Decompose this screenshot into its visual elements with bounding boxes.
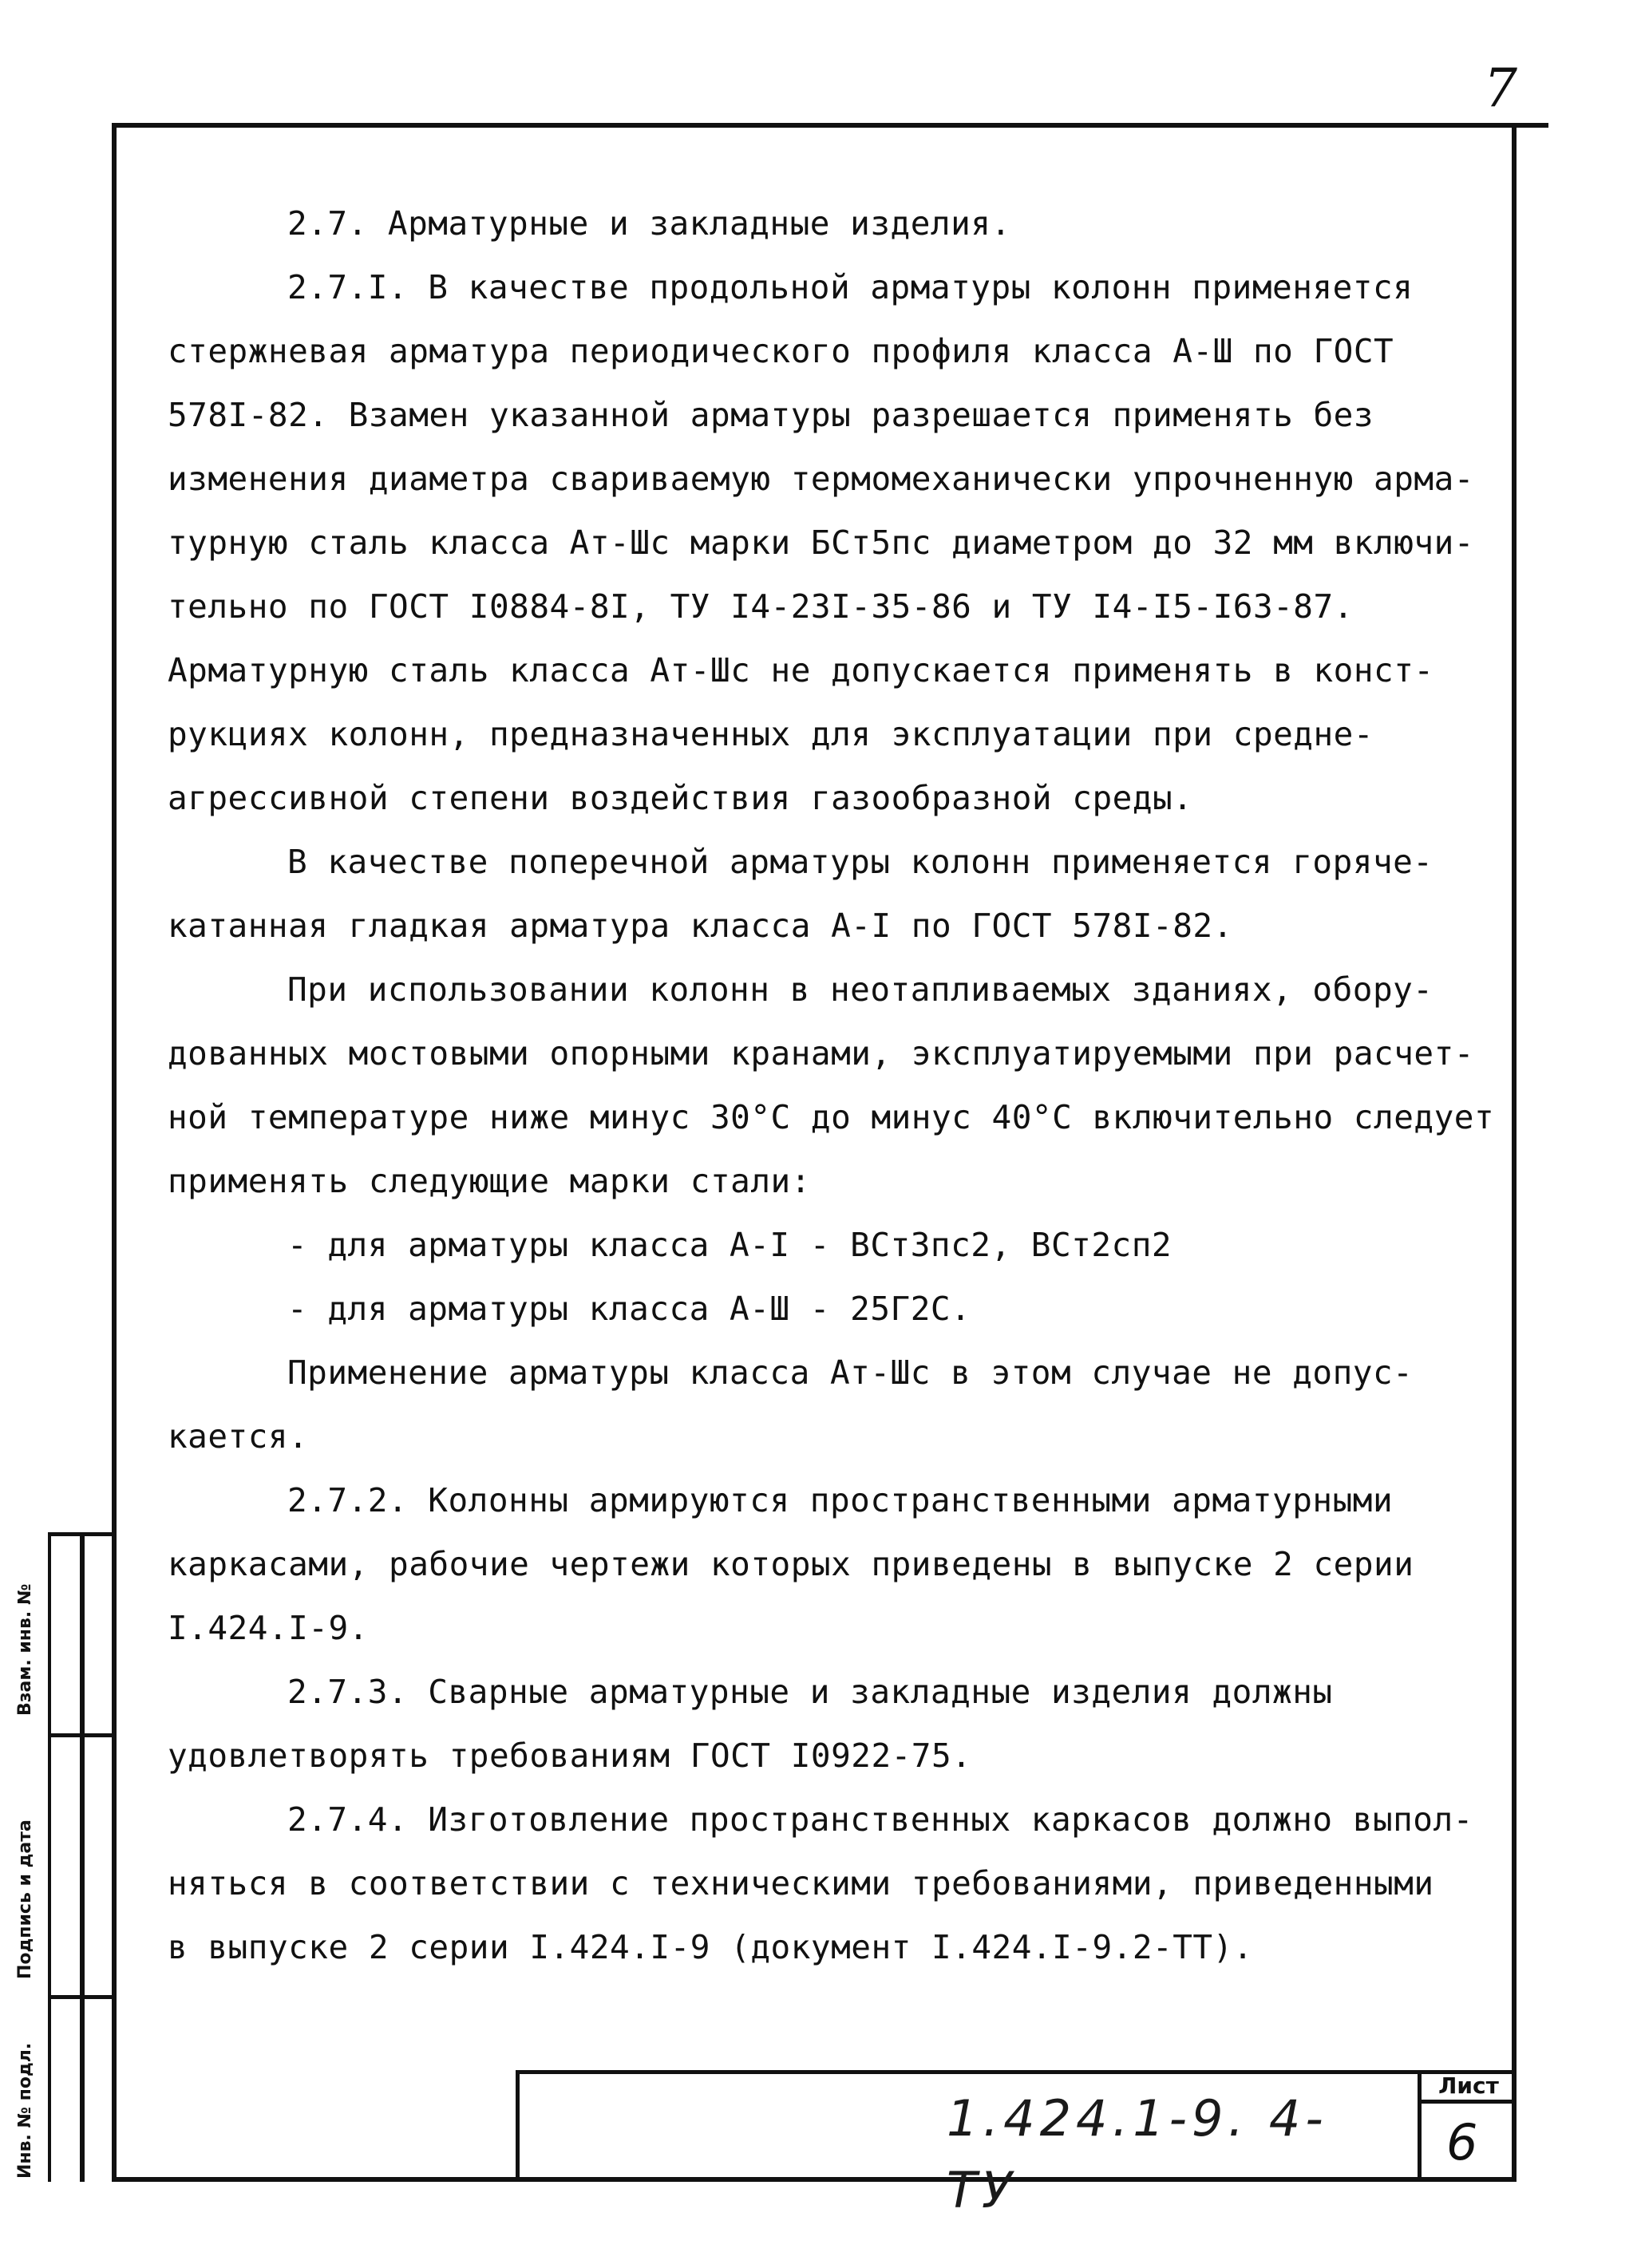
text-line: применять следующие марки стали: — [168, 1162, 811, 1200]
text-line: агрессивной степени воздействия газообразной среды. — [168, 779, 1193, 817]
text-line: каркасами, рабочие чертежи которых приведены в выпуске 2 серии — [168, 1545, 1414, 1583]
text-line: в выпуске 2 серии I.424.I-9 (документ I.424.I-9.2-ТТ). — [168, 1928, 1253, 1966]
text-line: няться в соответствии с техническими требованиями, приведенными — [168, 1864, 1434, 1903]
text-line: тельно по ГОСТ I0884-8I, ТУ I4-23I-35-86 и ТУ I4-I5-I63-87. — [168, 587, 1354, 626]
sidebar-label-inv-orig: Инв. № подл. — [15, 2042, 35, 2179]
text-line: 578I-82. Взамен указанной арматуры разрешается применять без — [168, 396, 1374, 434]
text-line: I.424.I-9. — [168, 1609, 369, 1647]
text-line: рукциях колонн, предназначенных для эксплуатации при средне- — [168, 715, 1374, 753]
text-line: В качестве поперечной арматуры колонн применяется горяче- — [287, 843, 1433, 881]
text-line: Применение арматуры класса Ат-Шс в этом случае не допус- — [287, 1353, 1414, 1392]
section-heading: 2.7. Арматурные и закладные изделия. — [287, 204, 1011, 243]
sheet-number: 6 — [1446, 2113, 1478, 2171]
text-line: 2.7.I. В качестве продольной арматуры колонн применяется — [287, 268, 1414, 306]
text-line: катанная гладкая арматура класса А-I по ГОСТ 578I-82. — [168, 907, 1233, 945]
list-item: - для арматуры класса А-Ш - 25Г2С. — [287, 1290, 971, 1328]
sidebar-divider — [48, 1733, 117, 1737]
sidebar-line — [48, 1532, 51, 2182]
sidebar-label-signature: Подпись и дата — [15, 1820, 35, 1979]
text-line: удовлетворять требованиям ГОСТ I0922-75. — [168, 1737, 972, 1775]
sidebar-label-inv-dup: Взам. инв. № — [15, 1583, 35, 1716]
text-line: ной температуре ниже минус 30°С до минус 40°С включительно следует — [168, 1098, 1495, 1136]
sidebar-divider — [48, 1995, 117, 1999]
sidebar-divider — [48, 1532, 117, 1536]
document-code: 1.424.1-9. 4-ТУ — [947, 2089, 1328, 2219]
text-line: стержневая арматура периодического профиля класса А-Ш по ГОСТ — [168, 332, 1394, 370]
frame-top-extension — [1501, 123, 1548, 128]
text-line: турную сталь класса Ат-Шс марки БСт5пс диаметром до 32 мм включи- — [168, 524, 1474, 562]
sidebar-line — [80, 1532, 85, 2182]
text-line: При использовании колонн в неотапливаемых зданиях, обору- — [287, 970, 1433, 1009]
page-number: 7 — [1484, 57, 1517, 119]
text-line: изменения диаметра свариваемую термомеханически упрочненную арма- — [168, 460, 1474, 498]
text-line: дованных мостовыми опорными кранами, эксплуатируемыми при расчет- — [168, 1034, 1474, 1073]
text-line: 2.7.2. Колонны армируются пространственными арматурными — [287, 1481, 1394, 1519]
list-item: - для арматуры класса А-I - ВСт3пс2, ВСт2сп2 — [287, 1226, 1172, 1264]
sheet-label: Лист — [1438, 2072, 1499, 2099]
text-line: Арматурную сталь класса Ат-Шс не допускается применять в конст- — [168, 651, 1434, 689]
text-line: 2.7.4. Изготовление пространственных каркасов должно выпол- — [287, 1800, 1473, 1839]
body-text — [168, 192, 1495, 1979]
text-line: кается. — [168, 1417, 309, 1456]
text-line: 2.7.3. Сварные арматурные и закладные изделия должны — [287, 1673, 1333, 1711]
